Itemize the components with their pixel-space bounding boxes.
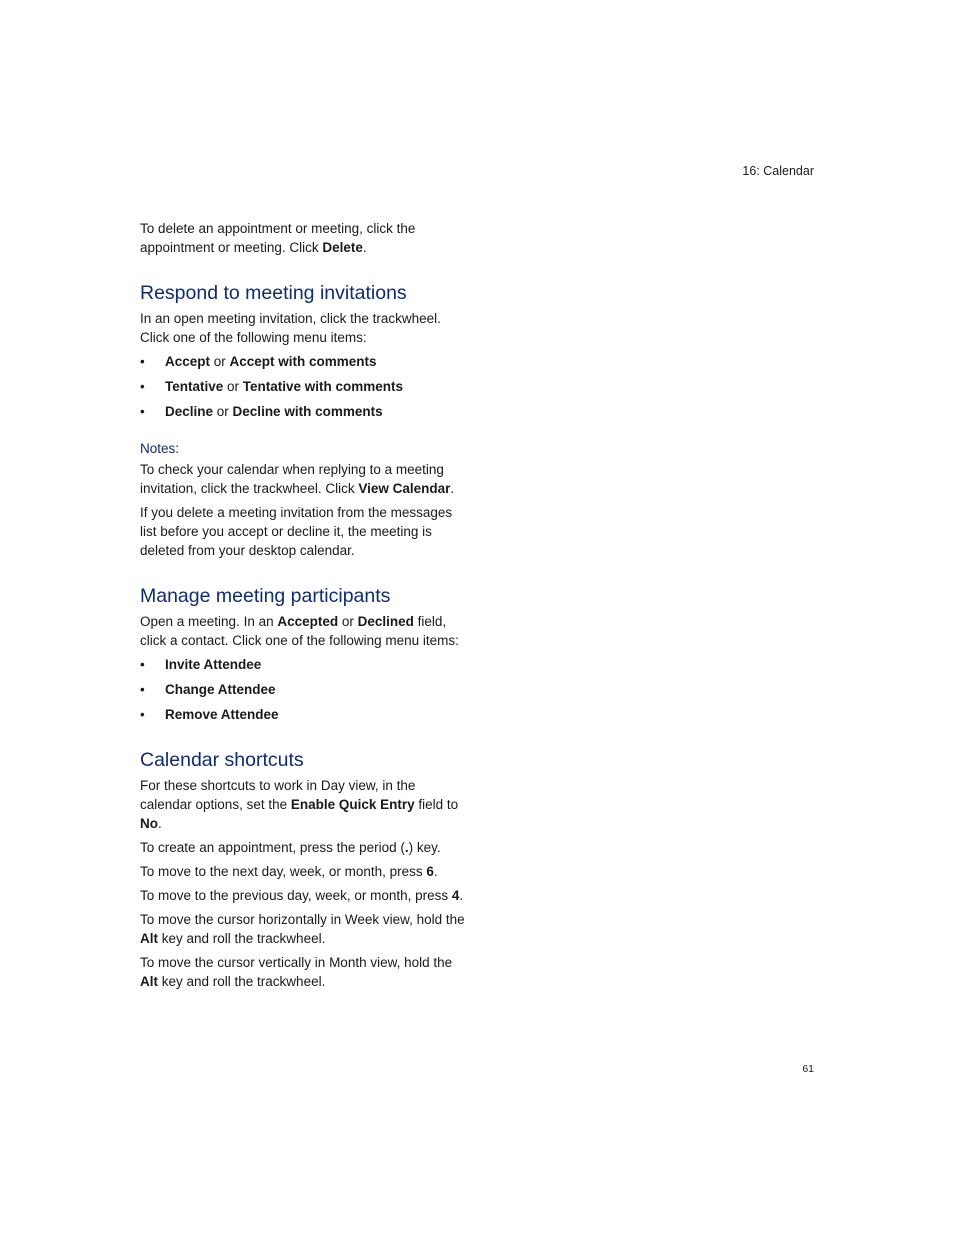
shortcut-next: To move to the next day, week, or month, press 6. — [140, 864, 438, 879]
list-item: • Tentative or Tentative with comments — [140, 379, 404, 394]
list-item: • Change Attendee — [140, 682, 276, 697]
notes-label: Notes: — [140, 441, 180, 456]
section-manage-participants — [140, 584, 470, 724]
list-item: • Remove Attendee — [140, 707, 279, 722]
delete-command: Delete — [322, 240, 363, 255]
respond-intro: In an open meeting invitation, click the trackwheel. Click one of the following menu items: — [140, 311, 441, 345]
list-item: • Accept or Accept with comments — [140, 354, 377, 369]
note-delete-invitation: If you delete a meeting invitation from the messages list before you accept or decline it, the meeting is deleted from your desktop calendar. — [140, 505, 453, 558]
shortcut-vertical-cursor: To move the cursor vertically in Month view, hold the Alt key and roll the trackwheel. — [140, 955, 453, 989]
delete-instruction: To delete an appointment or meeting, click the appointment or meeting. Click Delete. — [140, 221, 416, 255]
running-header: 16: Calendar — [742, 164, 814, 178]
list-item: • Invite Attendee — [140, 657, 262, 672]
bullet-icon: • — [140, 707, 145, 722]
manage-intro: Open a meeting. In an Accepted or Declined field, click a contact. Click one of the following menu items: — [140, 614, 459, 648]
bullet-icon: • — [140, 354, 145, 369]
page-content — [140, 219, 470, 996]
heading-calendar-shortcuts: Calendar shortcuts — [140, 749, 304, 771]
list-item: • Decline or Decline with comments — [140, 404, 383, 419]
section-respond-invitations — [140, 281, 470, 560]
bullet-icon: • — [140, 379, 145, 394]
bullet-icon: • — [140, 404, 145, 419]
shortcut-create-appointment: To create an appointment, press the period (.) key. — [140, 840, 441, 855]
manage-menu-list — [140, 655, 470, 724]
heading-respond-invitations: Respond to meeting invitations — [140, 282, 407, 304]
note-view-calendar: To check your calendar when replying to a meeting invitation, click the trackwheel. Click View Calendar. — [140, 462, 455, 496]
shortcut-quick-entry: For these shortcuts to work in Day view, in the calendar options, set the Enable Quick Entry field to No. — [140, 778, 459, 831]
bullet-icon: • — [140, 682, 145, 697]
respond-menu-list — [140, 352, 470, 421]
shortcut-horizontal-cursor: To move the cursor horizontally in Week view, hold the Alt key and roll the trackwheel. — [140, 912, 465, 946]
section-calendar-shortcuts — [140, 748, 470, 991]
heading-manage-participants: Manage meeting participants — [140, 585, 391, 607]
shortcut-previous: To move to the previous day, week, or month, press 4. — [140, 888, 464, 903]
page-number: 61 — [802, 1063, 814, 1075]
bullet-icon: • — [140, 657, 145, 672]
